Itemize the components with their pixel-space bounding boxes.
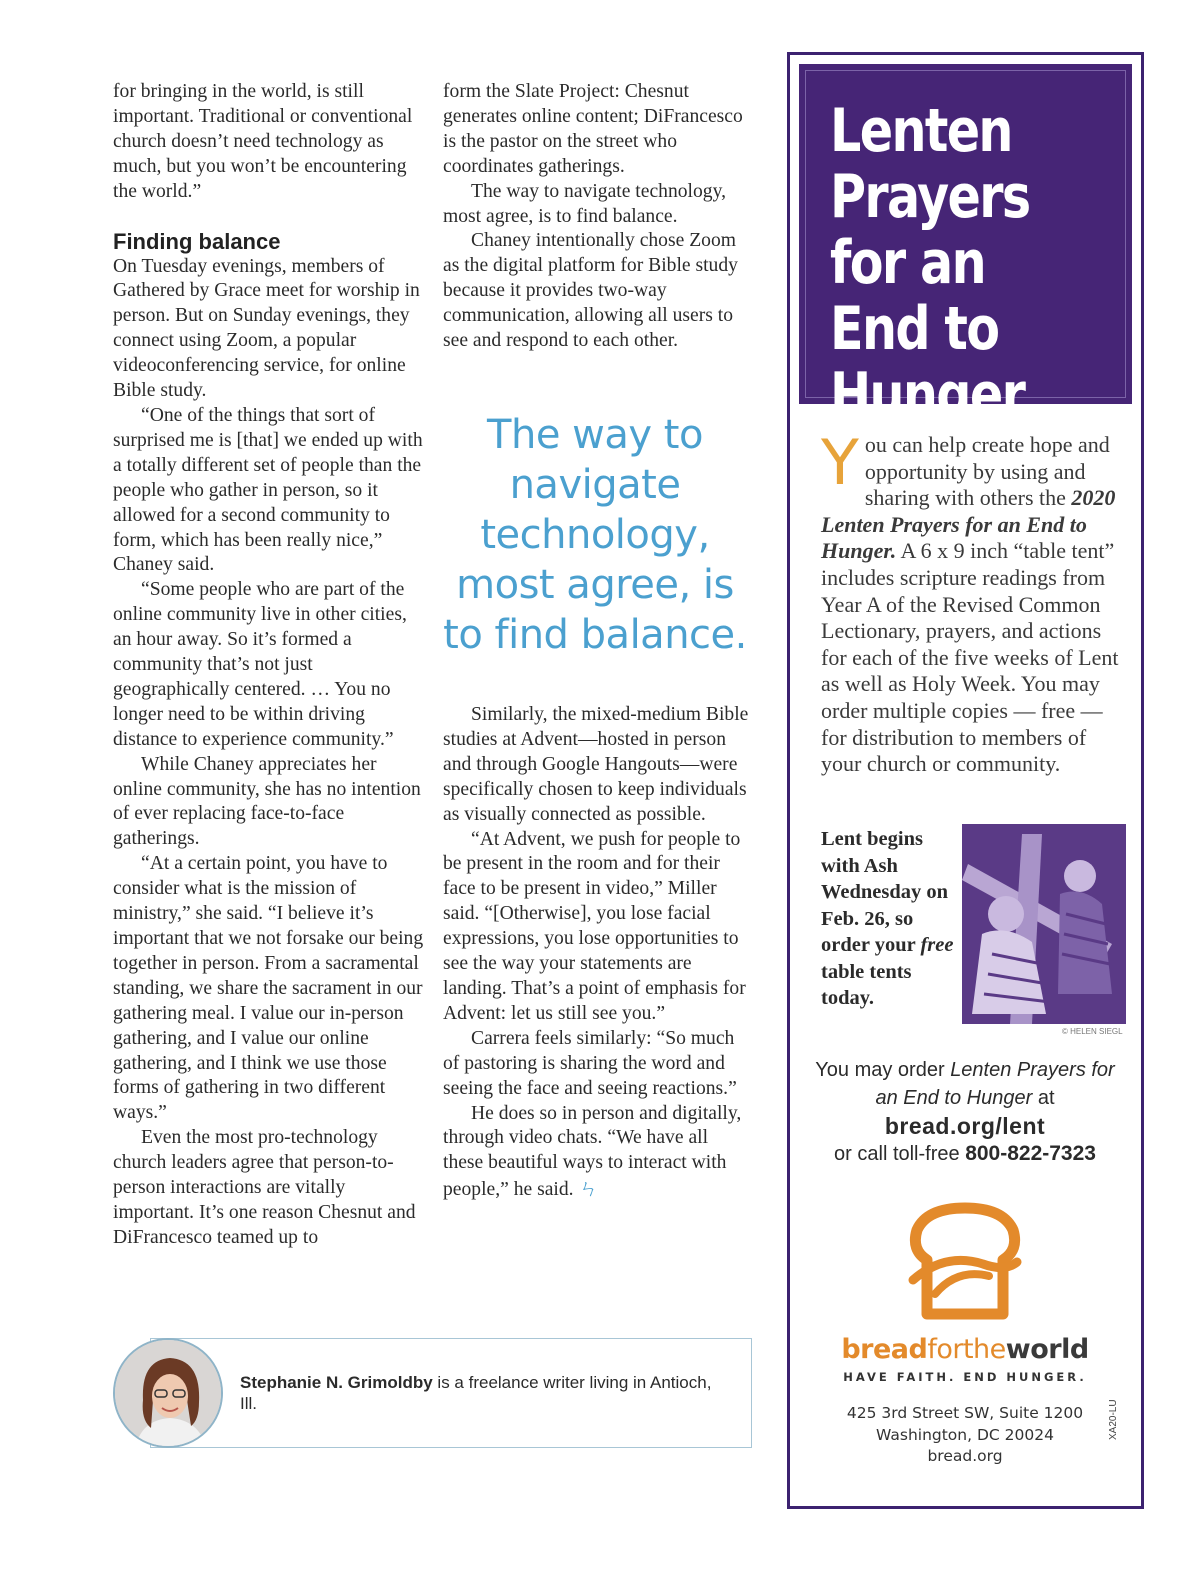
address-line-2: Washington, DC 20024 <box>876 1425 1054 1444</box>
brand-part-1: bread <box>841 1334 928 1365</box>
order-at: at <box>1032 1087 1055 1109</box>
lent-note <box>821 826 961 1012</box>
paragraph: “Some people who are part of the online community live in other cities, an hour away. So it’s formed a community that’s not just geographically centered. … You no longer need to be within driving distance to experience community.” <box>113 579 407 750</box>
paragraph: “One of the things that sort of surprised me is [that] we ended up with a totally different set of people than the people who gather in person, so it allowed for a second community to form, which has been really nice,” Chaney said. <box>113 404 423 576</box>
brand-part-2: forthe <box>927 1334 1006 1365</box>
pull-quote: The way to navigate technology, most agree, is to find balance. <box>443 412 747 658</box>
brand-tagline: HAVE FAITH. END HUNGER. <box>843 1370 1087 1384</box>
order-info <box>805 1056 1125 1168</box>
ad-title: Lenten Prayers for an End to Hunger <box>830 96 1030 430</box>
paragraph: Chaney intentionally chose Zoom as the digital platform for Bible study because it provides two-way communication, allowing all users to see and respond to each other. <box>443 230 738 352</box>
brand-part-3: world <box>1005 1334 1089 1365</box>
lent-note-free: free <box>920 934 954 956</box>
paragraph: Carrera feels similarly: “So much of pastoring is sharing the word and seeing the face and seeing reactions.” <box>443 1027 737 1099</box>
bread-logo-icon <box>905 1202 1025 1322</box>
brand-name <box>805 1334 1125 1365</box>
author-bio <box>240 1372 720 1414</box>
paragraph <box>443 1102 753 1204</box>
bread-loaf-icon <box>905 1202 1025 1322</box>
article-column-2 <box>443 80 753 354</box>
phone-number: 800-822-7323 <box>965 1142 1096 1165</box>
drop-cap: Y <box>821 426 859 499</box>
ad-body <box>821 426 1121 778</box>
paragraph: “At a certain point, you have to consider what is the mission of ministry,” she said. “I believe it’s important that we not forsake our being together in person. From a sacramental standing, we share the sacrament in our gathering meal. I value our in-person gathering, and I value our online gathering, and I think we use those forms of gathering in two different ways.” <box>113 853 424 1124</box>
paragraph: for bringing in the world, is still important. Traditional or conventional church doesn’t need technology as much, but you won’t be encountering the world.” <box>113 81 413 202</box>
end-mark-icon: ㄣ <box>578 1176 599 1201</box>
lent-note-end: table tents today. <box>821 960 912 1009</box>
order-title: Lenten Prayers for an End to Hunger <box>875 1059 1115 1109</box>
paragraph: While Chaney appreciates her online community, she has no intention of ever replacing face-to-face gatherings. <box>113 753 421 850</box>
illustration-credit: © HELEN SIEGL <box>1062 1027 1123 1036</box>
phone-line <box>805 1140 1125 1168</box>
paragraph: The way to navigate technology, most agree, is to find balance. <box>443 180 726 227</box>
illustration <box>962 824 1126 1024</box>
article-column-1 <box>113 80 425 1251</box>
author-photo <box>113 1338 223 1448</box>
address-website: bread.org <box>927 1447 1003 1465</box>
author-name: Stephanie N. Grimoldby <box>240 1373 433 1392</box>
order-line <box>805 1056 1125 1112</box>
paragraph: On Tuesday evenings, members of Gathered by Grace meet for worship in person. But on Sunday evenings, they connect using Zoom, a popular videoconferencing service, for online Bible study. <box>113 255 420 402</box>
paragraph: Similarly, the mixed-medium Bible studies at Advent—hosted in person and through Google Hangouts—were specifically chosen to keep individuals as visually connected as possible. <box>443 704 749 825</box>
ad-body-text: ou can help create hope and opportunity by using and sharing with others the <box>864 432 1110 511</box>
address-line-1: 425 3rd Street SW, Suite 1200 <box>846 1404 1084 1422</box>
paragraph-text: He does so in person and digitally, through video chats. “We have all these beautiful ways to interact with people,” he said. <box>443 1102 742 1201</box>
address <box>805 1403 1125 1468</box>
order-text: You may order <box>815 1059 951 1081</box>
author-portrait-icon <box>115 1340 223 1448</box>
ad-code: XA20-LU <box>1108 1399 1119 1440</box>
jesus-carrying-cross-icon <box>962 824 1126 1024</box>
paragraph: “At Advent, we push for people to be present in the room and for their face to be present in video,” Miller said. “[Otherwise], you lose facial expressions, you lose opportunities to see the way your statements are landing. That’s a point of emphasis for Advent: let us still see you.” <box>443 828 746 1024</box>
ad-body-text-end: A 6 x 9 inch “table tent” includes scripture readings from Year A of the Revised Common Lectionary, prayers, and actions for each of the five weeks of Lent as well as Holy Week. You may order multiple copies — free — for distribution to members of your church or community. <box>821 538 1119 777</box>
article-column-2-continued <box>443 703 753 1203</box>
ad-publication-title: 2020 Lenten Prayers for an End to Hunger. <box>821 485 1116 564</box>
paragraph: Even the most pro-technology church leaders agree that person-to-person interactions are vitally important. It’s one reason Chesnut and DiFrancesco teamed up to <box>113 1127 416 1248</box>
lent-note-text: Lent begins with Ash Wednesday on Feb. 26, so order your <box>821 828 949 956</box>
call-text: or call toll-free <box>834 1143 966 1165</box>
paragraph: form the Slate Project: Chesnut generates online content; DiFrancesco is the pastor on the street who coordinates gatherings. <box>443 81 743 177</box>
order-url-link[interactable]: bread.org/lent <box>884 1113 1046 1139</box>
author-bio-text: is a freelance writer living in Antioch, Ill. <box>240 1373 712 1413</box>
section-heading: Finding balance <box>113 228 281 254</box>
